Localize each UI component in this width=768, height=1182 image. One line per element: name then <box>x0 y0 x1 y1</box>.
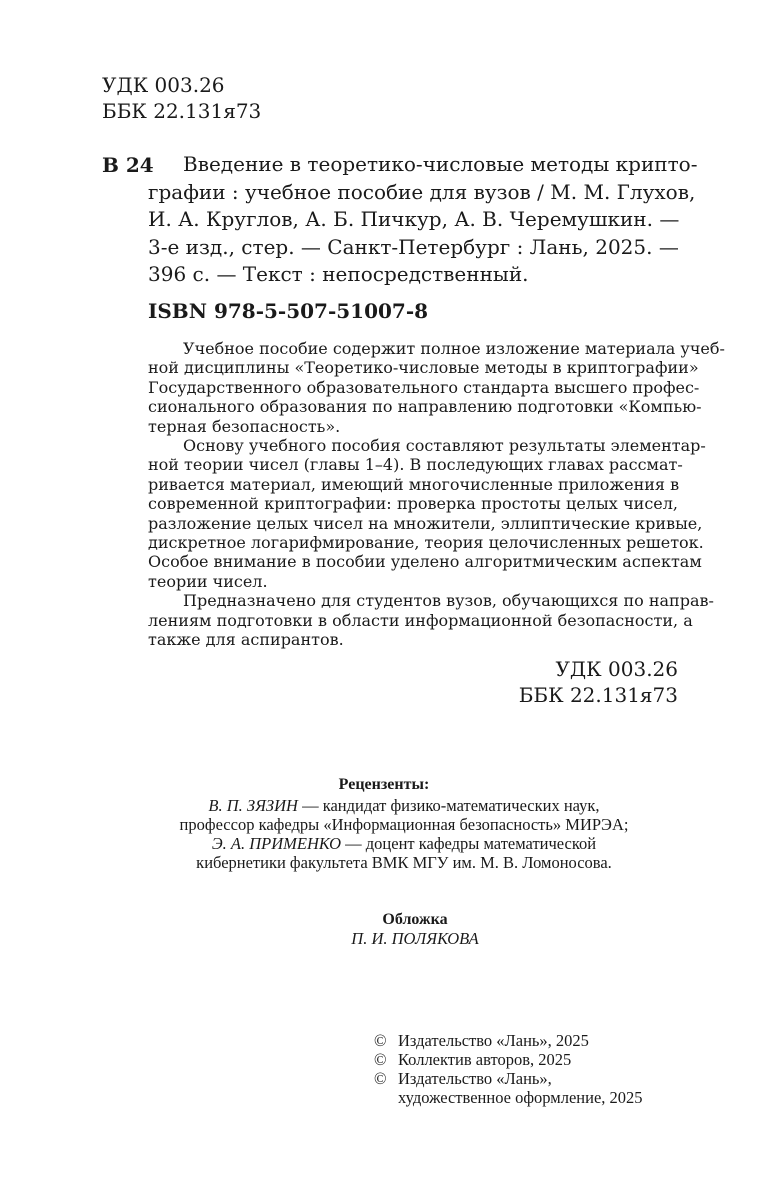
annotation-line: Предназначено для студентов вузов, обучающихся по направ- <box>183 591 714 611</box>
udk-code-right: УДК 003.26 <box>555 657 678 681</box>
biblio-line: Введение в теоретико-числовые методы крипто- <box>183 152 698 176</box>
annotation-line: сионального образования по направлению подготовки «Компью- <box>148 397 702 417</box>
copyright-text: Коллектив авторов, 2025 <box>398 1050 572 1069</box>
author-mark: В 24 <box>102 153 154 177</box>
reviewer-1-name: В. П. ЗЯЗИН <box>208 796 298 815</box>
isbn: ISBN 978-5-507-51007-8 <box>148 299 429 323</box>
reviewer-1-role: — кандидат физико-математических наук, <box>297 796 600 815</box>
reviewers-title: Рецензенты: <box>338 776 430 793</box>
bbk-code-right: ББК 22.131я73 <box>518 683 678 707</box>
cover-title: Обложка <box>382 911 448 928</box>
copyright-line-1 <box>374 1031 589 1050</box>
annotation <box>148 339 725 650</box>
copyright-icon: © <box>374 1050 387 1069</box>
annotation-line: Особое внимание в пособии уделено алгоритмическим аспектам <box>148 552 702 572</box>
biblio-line: 396 с. — Текст : непосредственный. <box>148 262 529 287</box>
reviewer-2-role: — доцент кафедры математической <box>341 834 597 853</box>
annotation-line: теории чисел. <box>148 571 268 591</box>
copyright-text: Издательство «Лань», 2025 <box>398 1031 589 1050</box>
bbk-code: ББК 22.131я73 <box>102 99 262 123</box>
reviewer-1-line-1 <box>0 796 768 815</box>
biblio-line: графии : учебное пособие для вузов / М. М. Глухов, <box>148 179 696 204</box>
annotation-line: разложение целых чисел на множители, эллиптические кривые, <box>148 513 703 533</box>
copyright-line-4 <box>374 1088 643 1107</box>
annotation-line: Учебное пособие содержит полное изложение материала учеб- <box>183 339 725 358</box>
reviewer-2-line-2: кибернетики факультета ВМК МГУ им. М. В. Ломоносова. <box>196 853 612 872</box>
reviewer-2-name: Э. А. ПРИМЕНКО <box>211 834 342 853</box>
copyright-icon: © <box>374 1031 387 1050</box>
annotation-line: Основу учебного пособия составляют результаты элементар- <box>183 436 706 456</box>
annotation-line: современной криптографии: проверка простоты целых чисел, <box>148 494 678 514</box>
annotation-line: терная безопасность». <box>148 416 341 436</box>
biblio-line: И. А. Круглов, А. Б. Пичкур, А. В. Черемушкин. — <box>148 207 680 232</box>
copyright-text: Издательство «Лань», <box>398 1069 552 1088</box>
annotation-line: ной теории чисел (главы 1–4). В последующих главах рассмат- <box>148 455 683 475</box>
copyright-line-2 <box>374 1050 571 1069</box>
annotation-line: ривается материал, имеющий многочисленные приложения в <box>148 474 680 494</box>
copyright-line-3 <box>374 1069 552 1088</box>
copyright-text: художественное оформление, 2025 <box>398 1088 643 1107</box>
udk-code: УДК 003.26 <box>102 73 225 97</box>
annotation-line: также для аспирантов. <box>148 630 344 650</box>
biblio-line: 3-е изд., стер. — Санкт-Петербург : Лань, 2025. — <box>148 234 679 259</box>
annotation-line: дискретное логарифмирование, теория целочисленных решеток. <box>148 533 704 553</box>
annotation-line: лениям подготовки в области информационной безопасности, а <box>148 610 693 630</box>
cover-designer: П. И. ПОЛЯКОВА <box>351 929 479 948</box>
bibliographic-description <box>148 151 698 289</box>
annotation-line: Государственного образовательного стандарта высшего профес- <box>148 377 700 397</box>
reviewer-1-line-2: профессор кафедры «Информационная безопасность» МИРЭА; <box>179 815 629 834</box>
reviewer-2-line-1 <box>0 834 768 853</box>
copyright-icon: © <box>374 1069 387 1088</box>
annotation-line: ной дисциплины «Теоретико-числовые методы в криптографии» <box>148 358 699 378</box>
